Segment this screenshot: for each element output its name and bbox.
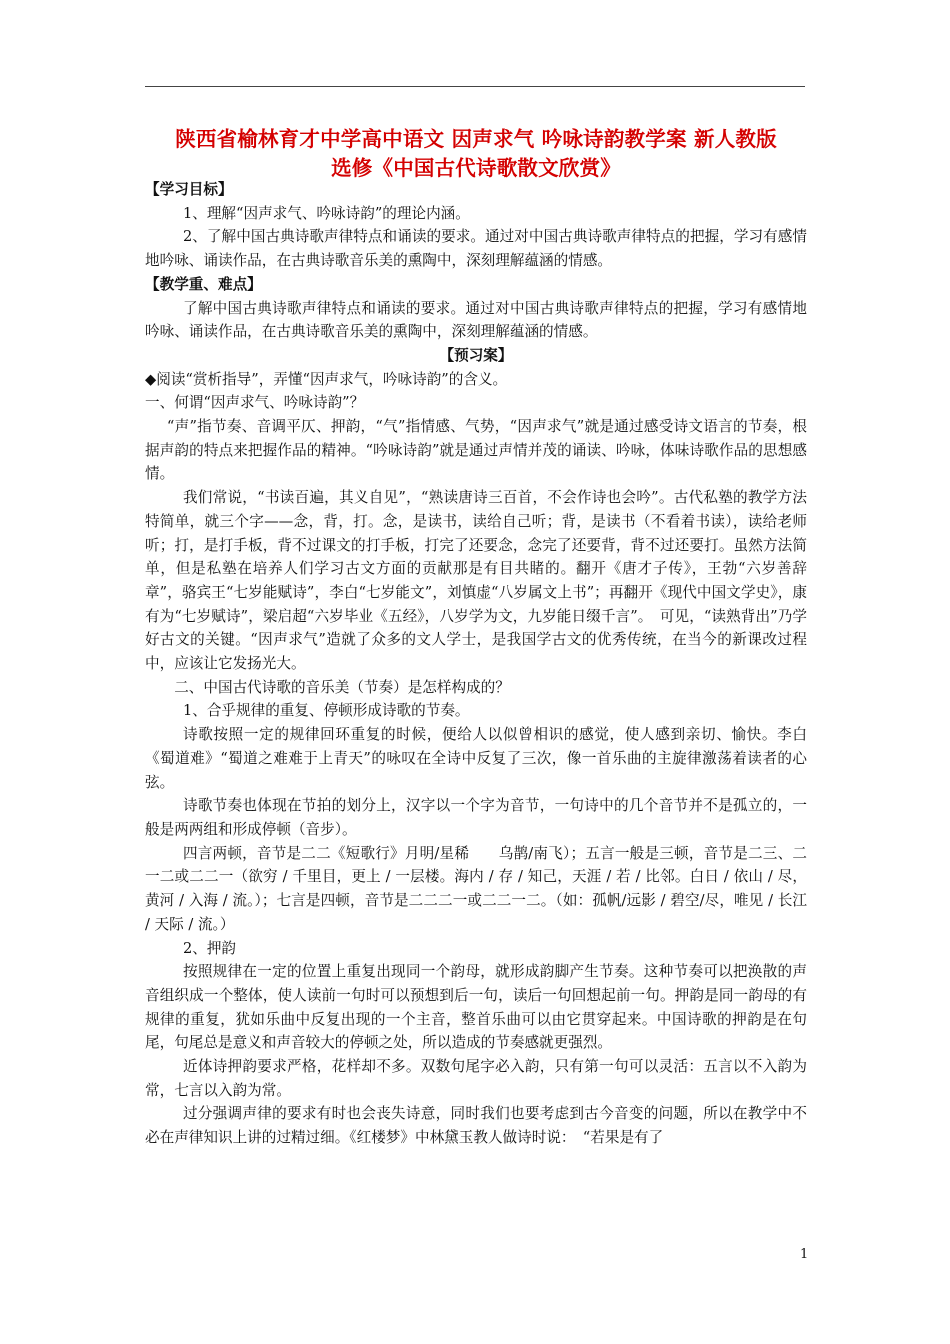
question-1: 一、何谓“因声求气、吟咏诗韵”？	[145, 394, 365, 412]
page-number: 1	[800, 1247, 809, 1262]
paragraph-7: 近体诗押韵要求严格，花样却不多。双数句尾字必入韵，只有第一句可以灵活：五言以不入韵为常，七言以入韵为常。	[145, 1058, 807, 1099]
document-body	[145, 178, 807, 1150]
paragraph-1: “声”指节奏、音调平仄、押韵，“气”指情感、气势，“因声求气”就是通过感受诗文语言的节奏，根据声韵的特点来把握作品的精神。“吟咏诗韵”就是通过声情并茂的诵读、吟咏，体味诗歌作品的思想感情。	[145, 418, 807, 483]
key-points-text: 了解中国古典诗歌声律特点和诵读的要求。通过对中国古典诗歌声律特点的把握，学习有感情地吟咏、诵读作品，在古典诗歌音乐美的熏陶中，深刻理解蕴涵的情感。	[145, 299, 807, 341]
reading-tip: ◆阅读“赏析指导”，弄懂“因声求气，吟咏诗韵”的含义。	[145, 370, 508, 388]
question-2-subitem-2: 2、押韵	[182, 939, 237, 957]
header-rule	[145, 86, 805, 87]
goal-item-2: 2、了解中国古典诗歌声律特点和诵读的要求。通过对中国古典诗歌声律特点的把握，学习有感情地吟咏、诵读作品，在古典诗歌音乐美的熏陶中，深刻理解蕴涵的情感。	[145, 228, 807, 270]
paragraph-4: 诗歌节奏也体现在节拍的划分上，汉字以一个字为音节，一句诗中的几个音节并不是孤立的，一般是两两组和形成停顿（音步）。	[145, 797, 807, 838]
document-title-line2: 选修《中国古代诗歌散文欣赏》	[331, 156, 621, 180]
paragraph-3: 诗歌按照一定的规律回环重复的时候，便给人以似曾相识的感觉，使人感到亲切、愉快。李白《蜀道难》“蜀道之难难于上青天”的咏叹在全诗中反复了三次，像一首乐曲的主旋律激荡着读者的心弦。	[145, 726, 807, 791]
section-heading-goals: 【学习目标】	[145, 181, 233, 198]
document-title-line1: 陕西省榆林育才中学高中语文 因声求气 吟咏诗韵教学案 新人教版	[175, 127, 777, 151]
section-heading-preview: 【预习案】	[439, 346, 513, 364]
section-heading-key-points: 【教学重、难点】	[145, 275, 262, 293]
question-2-subitem-1: 1、合乎规律的重复、停顿形成诗歌的节奏。	[182, 702, 470, 720]
goal-item-1: 1、理解“因声求气、吟咏诗韵”的理论内涵。	[182, 204, 470, 222]
question-2: 二、中国古代诗歌的音乐美（节奏）是怎样构成的？	[174, 678, 510, 696]
paragraph-2: 我们常说，“书读百遍，其义自见”，“熟读唐诗三百首，不会作诗也会吟”。古代私塾的教学方法特简单，就三个字——念，背，打。念，是读书，读给自己听；背，是读书（不看着书读），读给老师听；打，是打手板，背不过课文的打手板，打完了还要念，念完了还要背，背不过还要打。虽然方法简单，但是私塾在培养人们学习古文方面的贡献那是有目共睹的。翻开《唐才子传》，王勃“六岁善辞章”，骆宾王“七岁能赋诗”，李白“七岁能文”，刘慎虚“八岁属文上书”；再翻开《现代中国文学史》，康有为“七岁赋诗”，梁启超“六岁毕业《五经》，八岁学为文，九岁能日缀千言”。 可见，“读熟背出”乃学好古文的关键。“因声求气”造就了众多的文人学士，是我国学古文的优秀传统，在当今的新课改过程中，应该让它发扬光大。	[145, 489, 807, 673]
paragraph-8: 过分强调声律的要求有时也会丧失诗意，同时我们也要考虑到古今音变的问题，所以在教学中不必在声律知识上讲的过精过细。《红楼梦》中林黛玉教人做诗时说： “若果是有了	[145, 1105, 807, 1147]
paragraph-5: 四言两顿，音节是二二《短歌行》月明/星稀 乌鹊/南飞）；五言一般是三顿，音节是二三、二一二或二二一（欲穷 / 千里目，更上 / 一层楼。海内 / 存 / 知己，天涯 / 若 / 比邻。白日 / 依山 / 尽，黄河 / 入海 / 流。）；七言是四顿，音节是二二二一或二二一二。（如：孤帆/远影 / 碧空/尽，唯见 / 长江 / 天际 / 流。）	[145, 844, 807, 933]
paragraph-6: 按照规律在一定的位置上重复出现同一个韵母，就形成韵脚产生节奏。这种节奏可以把涣散的声音组织成一个整体，使人读前一句时可以预想到后一句，读后一句回想起前一句。押韵是同一韵母的有规律的重复，犹如乐曲中反复出现的一个主音，整首乐曲可以由它贯穿起来。中国诗歌的押韵是在句尾，句尾总是意义和声音较大的停顿之处，所以造成的节奏感就更强烈。	[145, 963, 807, 1052]
